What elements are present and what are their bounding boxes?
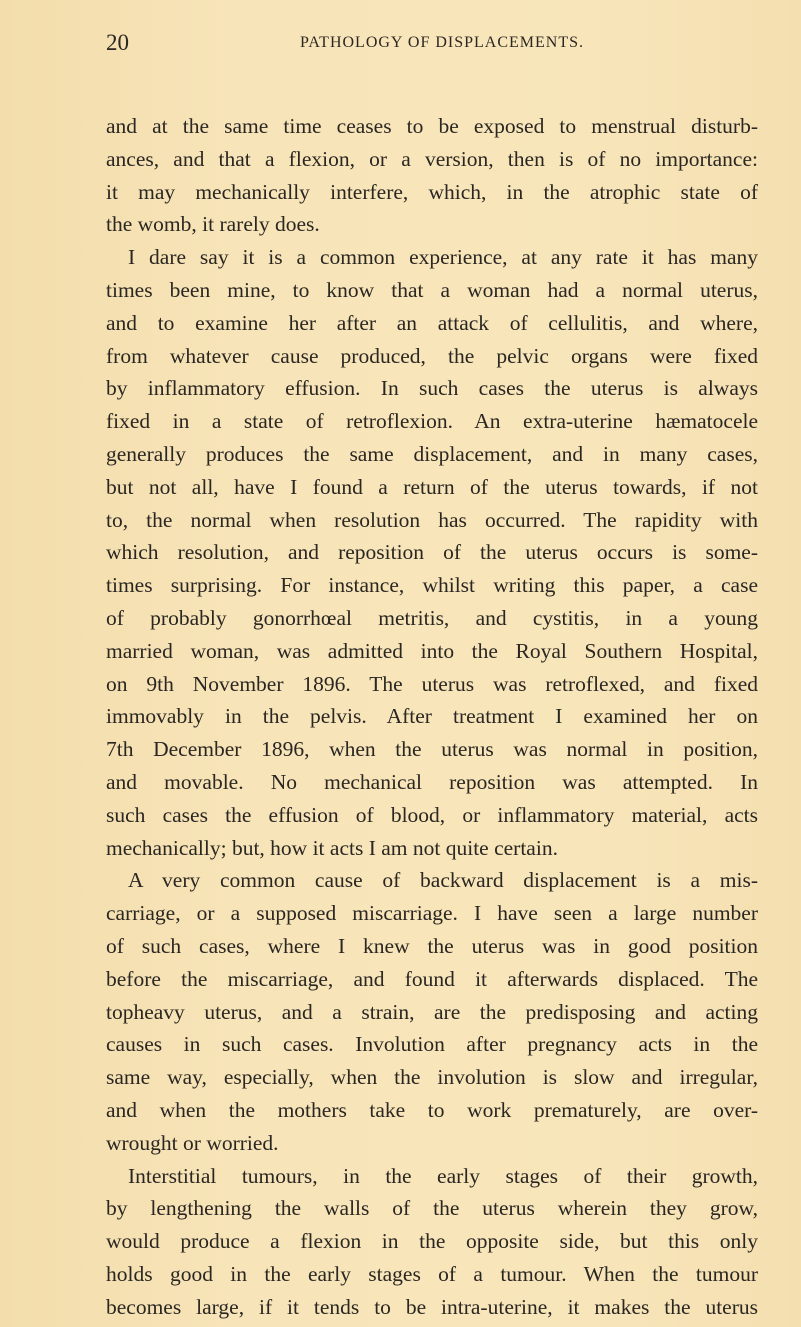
text-line: the womb, it rarely does.	[106, 212, 320, 237]
text-line: such cases the effusion of blood, or inflammatory material, acts	[106, 802, 758, 827]
text-line: on 9th November 1896. The uterus was retroflexed, and fixed	[106, 671, 758, 696]
text-line: I dare say it is a common experience, at any rate it has many	[128, 245, 758, 270]
text-line: of probably gonorrhœal metritis, and cystitis, in a young	[106, 605, 758, 630]
text-line: generally produces the same displacement, and in many cases,	[106, 441, 758, 466]
text-line: times surprising. For instance, whilst writing this paper, a case	[106, 573, 758, 598]
text-line: carriage, or a supposed miscarriage. I have seen a large number	[106, 901, 758, 926]
body-text	[106, 112, 758, 1325]
text-line: ances, and that a flexion, or a version, then is of no importance:	[106, 146, 758, 171]
text-line: fixed in a state of retroflexion. An extra-uterine hæmatocele	[106, 409, 758, 434]
text-line: A very common cause of backward displacement is a mis-	[128, 868, 758, 893]
text-line: and when the mothers take to work prematurely, are over-	[106, 1097, 758, 1122]
text-line: before the miscarriage, and found it afterwards displaced. The	[106, 966, 758, 991]
text-line: and to examine her after an attack of cellulitis, and where,	[106, 310, 758, 335]
text-line: topheavy uterus, and a strain, are the predisposing and acting	[106, 999, 758, 1024]
text-line: and at the same time ceases to be exposed to menstrual disturb-	[106, 114, 758, 138]
page-header	[106, 30, 758, 58]
text-line: same way, especially, when the involution is slow and irregular,	[106, 1065, 758, 1090]
text-line: would produce a flexion in the opposite side, but this only	[106, 1229, 758, 1254]
text-line: by lengthening the walls of the uterus wherein they grow,	[106, 1196, 758, 1221]
text-line: married woman, was admitted into the Royal Southern Hospital,	[106, 638, 758, 663]
text-line: to, the normal when resolution has occurred. The rapidity with	[106, 507, 758, 532]
page-number: 20	[106, 30, 129, 55]
text-line: it may mechanically interfere, which, in the atrophic state of	[106, 179, 758, 204]
text-line: of such cases, where I knew the uterus was in good position	[106, 933, 758, 958]
text-line: causes in such cases. Involution after pregnancy acts in the	[106, 1032, 758, 1057]
text-line: holds good in the early stages of a tumour. When the tumour	[106, 1261, 758, 1286]
running-title: PATHOLOGY OF DISPLACEMENTS.	[299, 34, 585, 51]
text-line: wrought or worried.	[106, 1130, 279, 1155]
text-line: mechanically; but, how it acts I am not quite certain.	[106, 835, 558, 860]
text-line: Interstitial tumours, in the early stages of their growth,	[128, 1163, 758, 1188]
text-line: and movable. No mechanical reposition was attempted. In	[106, 769, 758, 794]
text-line: but not all, have I found a return of the uterus towards, if not	[106, 474, 758, 499]
text-line: by inflammatory effusion. In such cases the uterus is always	[106, 376, 758, 401]
text-line: which resolution, and reposition of the uterus occurs is some-	[106, 540, 758, 565]
text-line: 7th December 1896, when the uterus was normal in position,	[106, 737, 758, 762]
text-line: times been mine, to know that a woman had a normal uterus,	[106, 277, 758, 302]
text-line: from whatever cause produced, the pelvic organs were fixed	[106, 343, 758, 368]
text-line: immovably in the pelvis. After treatment I examined her on	[106, 704, 758, 729]
text-line: becomes large, if it tends to be intra-uterine, it makes the uterus	[106, 1294, 758, 1319]
